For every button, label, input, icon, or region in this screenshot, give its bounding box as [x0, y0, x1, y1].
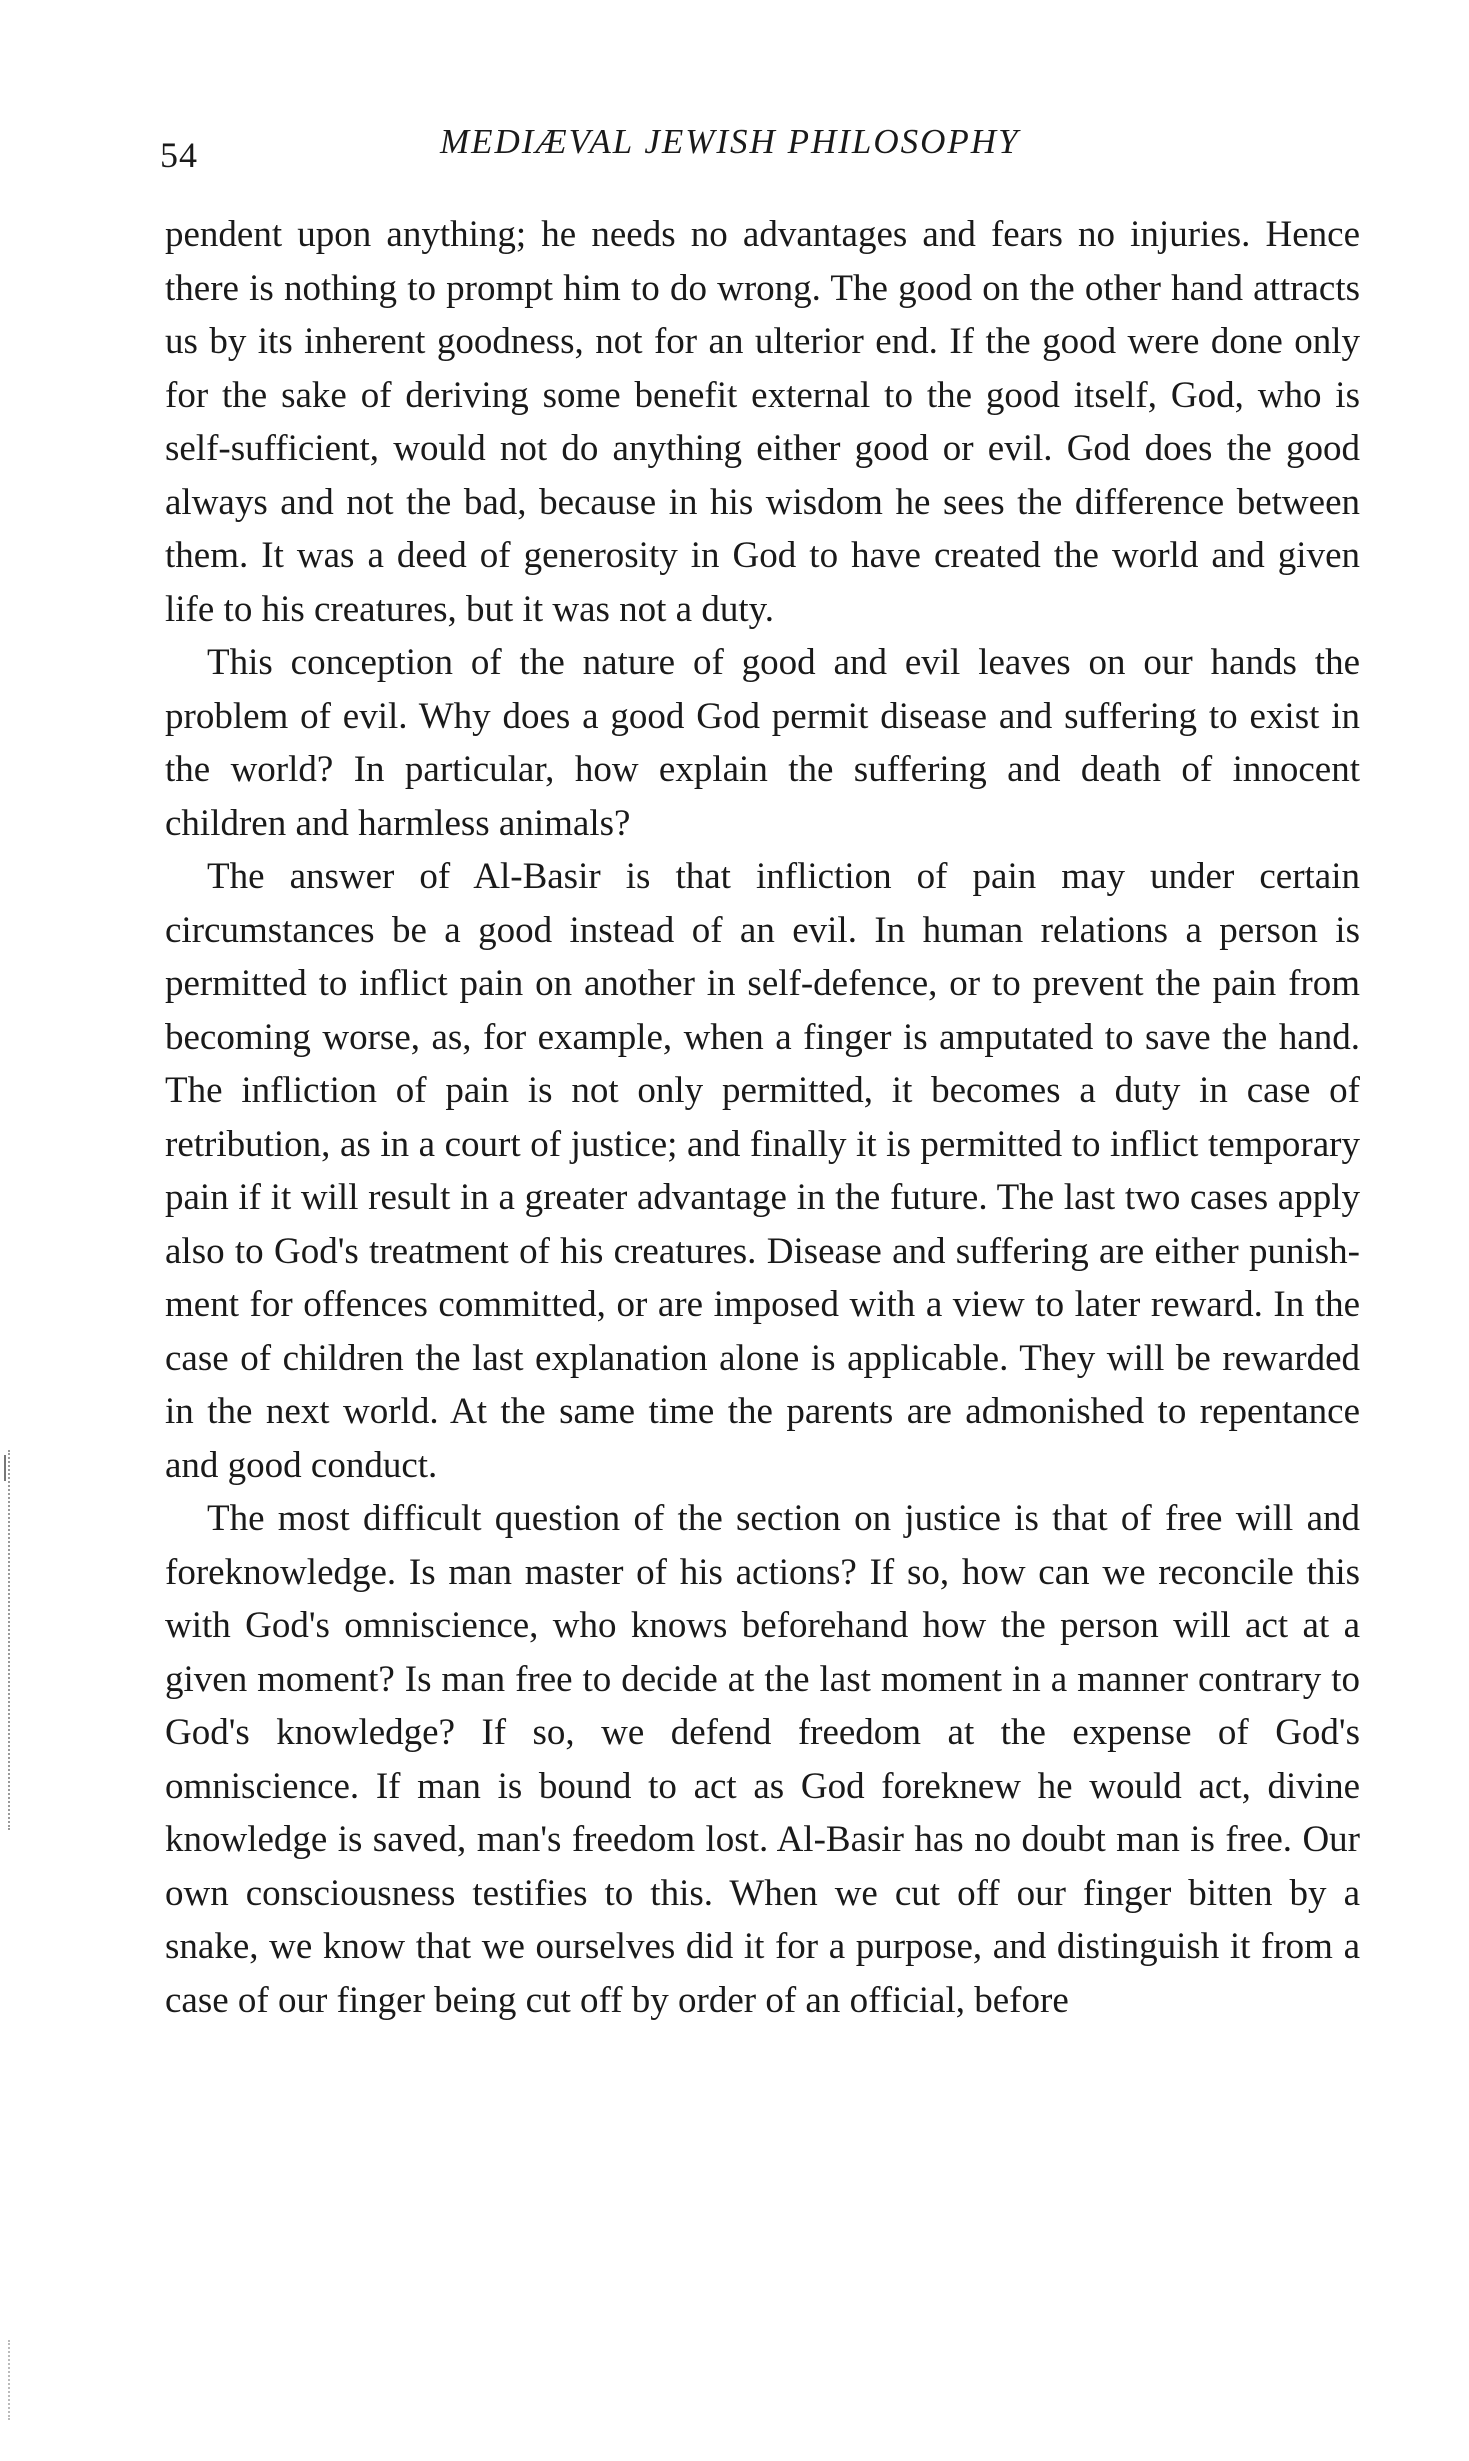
- running-head: [160, 122, 1360, 182]
- paragraph: The answer of Al-Basir is that infliction of pain may under certain circumstances be a good instead of an evil. In human relations a person is permitted to inflict pain on another in self-defence, or to prevent the pain from becoming worse, as, for example, when a finger is amputated to save the hand. The infliction of pain is not only permitted, it becomes a duty in case of retribution, as in a court of justice; and finally it is permitted to inflict temporary pain if it will result in a greater advantage in the future. The last two cases apply also to God's treatment of his creatures. Disease and suffering are either punishment for offences committed, or are imposed with a view to later reward. In the case of children the last explanation alone is applicable. They will be rewarded in the next world. At the same time the parents are admonished to repentance and good conduct.: [165, 856, 1360, 1486]
- paragraph-continued: pendent upon anything; he needs no advantages and fears no injuries. Hence there is nothing to prompt him to do wrong. The good on the other hand attracts us by its inherent goodness, not for an ulterior end. If the good were done only for the sake of deriving some benefit external to the good itself, God, who is self-sufficient, would not do anything either good or evil. God does the good always and not the bad, because in his wisdom he sees the difference between them. It was a deed of generosity in God to have created the world and given life to his creatures, but it was not a duty.: [165, 214, 1360, 630]
- paragraph: The most difficult question of the section on justice is that of free will and foreknowledge. Is man master of his actions? If so, how can we reconcile this with God's omniscience, who knows beforehand how the person will act at a given moment? Is man free to decide at the last moment in a manner contrary to God's knowledge? If so, we defend freedom at the expense of God's omniscience. If man is bound to act as God foreknew he would act, divine knowledge is saved, man's freedom lost. Al-Basir has no doubt man is free. Our own consciousness testifies to this. When we cut off our finger bitten by a snake, we know that we ourselves did it for a purpose, and distinguish it from a case of our finger being cut off by order of an official, before: [165, 1498, 1360, 2021]
- scan-margin-dots: [8, 1450, 13, 1830]
- page-number: 54: [160, 135, 198, 175]
- paragraph: This conception of the nature of good and evil leaves on our hands the problem of evil. Why does a good God permit disease and suffering to exist in the world? In particular, how explain the suffering and death of innocent children and harmless animals?: [165, 642, 1360, 844]
- running-title: MEDIÆVAL JEWISH PHILOSOPHY: [440, 122, 1020, 161]
- scan-margin-dots-lower: [8, 2340, 13, 2420]
- body-text: [165, 208, 1360, 2027]
